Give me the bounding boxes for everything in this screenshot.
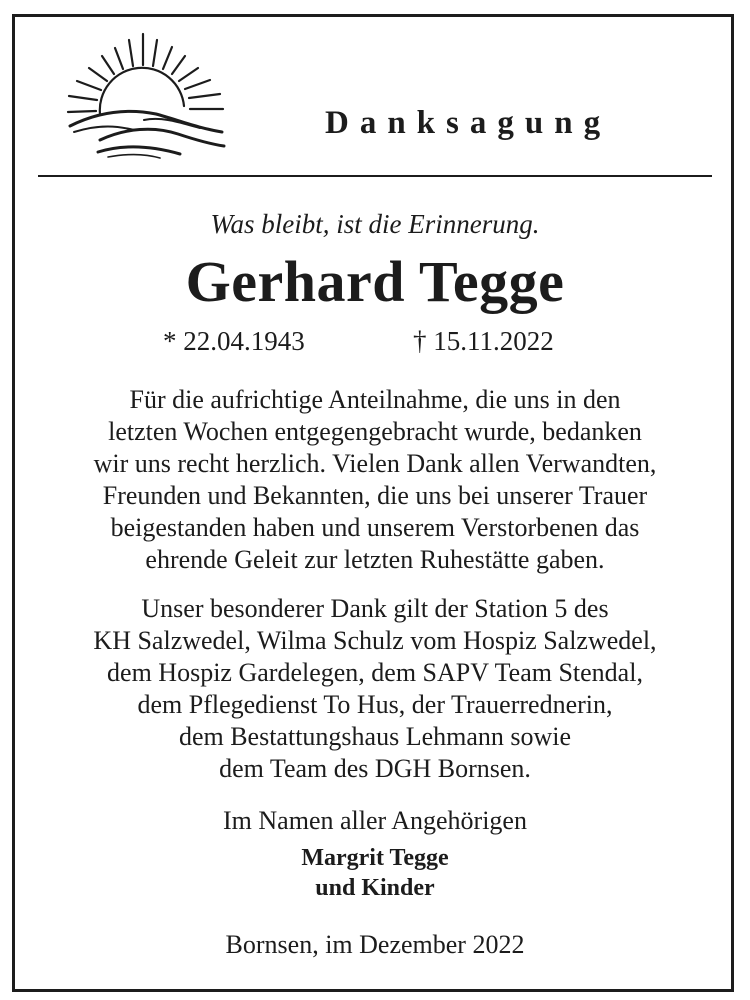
special-thanks-paragraph xyxy=(0,593,750,785)
on-behalf-line: Im Namen aller Angehörigen xyxy=(223,806,527,835)
text-line: Unser besonderer Dank gilt der Station 5 des xyxy=(141,594,609,623)
text-line: beigestanden haben und unserem Verstorbenen das xyxy=(110,513,640,542)
sun-over-hills-icon xyxy=(60,28,230,164)
place-and-date: Bornsen, im Dezember 2022 xyxy=(225,930,525,959)
text-line: KH Salzwedel, Wilma Schulz vom Hospiz Salzwedel, xyxy=(93,626,657,655)
text-line: ehrende Geleit zur letzten Ruhestätte gaben. xyxy=(145,545,605,574)
text-line: Für die aufrichtige Anteilnahme, die uns in den xyxy=(129,385,621,414)
death-date: † 15.11.2022 xyxy=(413,326,554,356)
signatory-name: Margrit Tegge xyxy=(301,845,449,871)
text-line: dem Pflegedienst To Hus, der Trauerrednerin, xyxy=(137,690,613,719)
text-line: dem Team des DGH Bornsen. xyxy=(219,754,531,783)
birth-date: * 22.04.1943 xyxy=(163,326,305,356)
text-line: Freunden und Bekannten, die uns bei unserer Trauer xyxy=(102,481,648,510)
deceased-name: Gerhard Tegge xyxy=(185,249,565,314)
text-line: wir uns recht herzlich. Vielen Dank allen Verwandten, xyxy=(93,449,657,478)
thanks-paragraph xyxy=(0,384,750,576)
notice-title: Danksagung xyxy=(325,105,612,141)
motto: Was bleibt, ist die Erinnerung. xyxy=(210,209,540,239)
header-divider xyxy=(38,175,712,177)
signatory-family: und Kinder xyxy=(315,875,435,901)
text-line: dem Hospiz Gardelegen, dem SAPV Team Stendal, xyxy=(107,658,643,687)
text-line: dem Bestattungshaus Lehmann sowie xyxy=(178,722,572,751)
text-line: letzten Wochen entgegengebracht wurde, bedanken xyxy=(108,417,642,446)
